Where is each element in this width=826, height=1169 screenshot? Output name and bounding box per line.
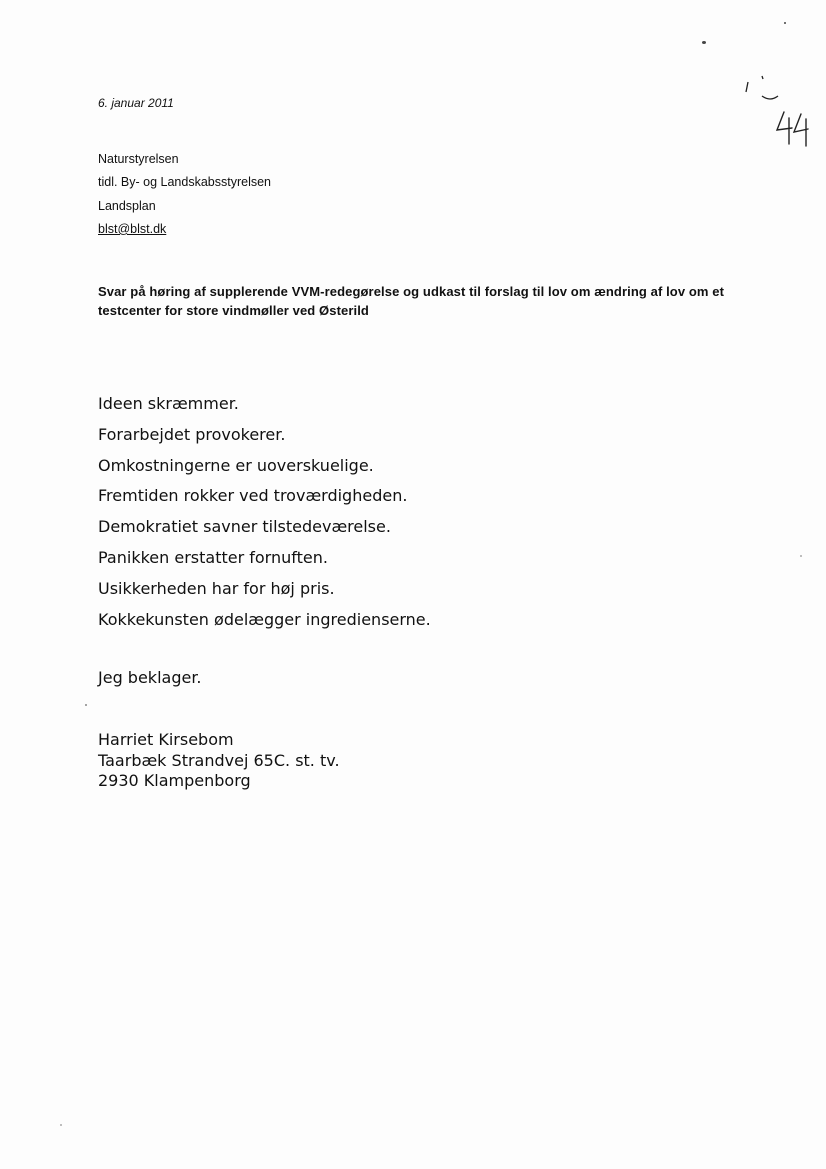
closing-line: Jeg beklager.	[98, 668, 202, 687]
letter-date: 6. januar 2011	[98, 96, 174, 110]
statement-line: Kokkekunsten ødelægger ingredienserne.	[98, 609, 431, 629]
recipient-email-link[interactable]: blst@blst.dk	[98, 221, 167, 236]
statement-list	[98, 389, 431, 635]
scan-speck	[800, 555, 802, 557]
recipient-line-2: tidl. By- og Landskabsstyrelsen	[98, 175, 272, 190]
statement-line: Usikkerheden har for høj pris.	[98, 578, 335, 598]
sender-block	[98, 730, 340, 792]
recipient-line-1: Naturstyrelsen	[98, 152, 179, 166]
statement-line: Ideen skræmmer.	[98, 394, 239, 413]
scan-speck	[85, 704, 87, 706]
statement-line: Demokratiet savner tilstedeværelse.	[98, 517, 391, 537]
sender-name: Harriet Kirsebom	[98, 730, 234, 749]
scan-speck	[60, 1124, 62, 1126]
sender-city: 2930 Klampenborg	[98, 771, 251, 790]
sender-street: Taarbæk Strandvej 65C. st. tv.	[98, 750, 340, 770]
statement-line: Fremtiden rokker ved troværdigheden.	[98, 486, 408, 506]
statement-line: Omkostningerne er uoverskuelige.	[98, 455, 374, 475]
scan-speck	[784, 22, 786, 24]
letter-subject: Svar på høring af supplerende VVM-redegørelse og udkast til forslag til lov om ændring af lov om et testcenter for store vindmøller ved Østerild	[98, 284, 725, 318]
handwritten-number-annotation	[740, 70, 820, 150]
recipient-address	[98, 148, 271, 241]
statement-line: Forarbejdet provokerer.	[98, 424, 286, 444]
scan-speck	[702, 41, 706, 44]
statement-line: Panikken erstatter fornuften.	[98, 547, 328, 567]
recipient-line-3: Landsplan	[98, 198, 156, 213]
